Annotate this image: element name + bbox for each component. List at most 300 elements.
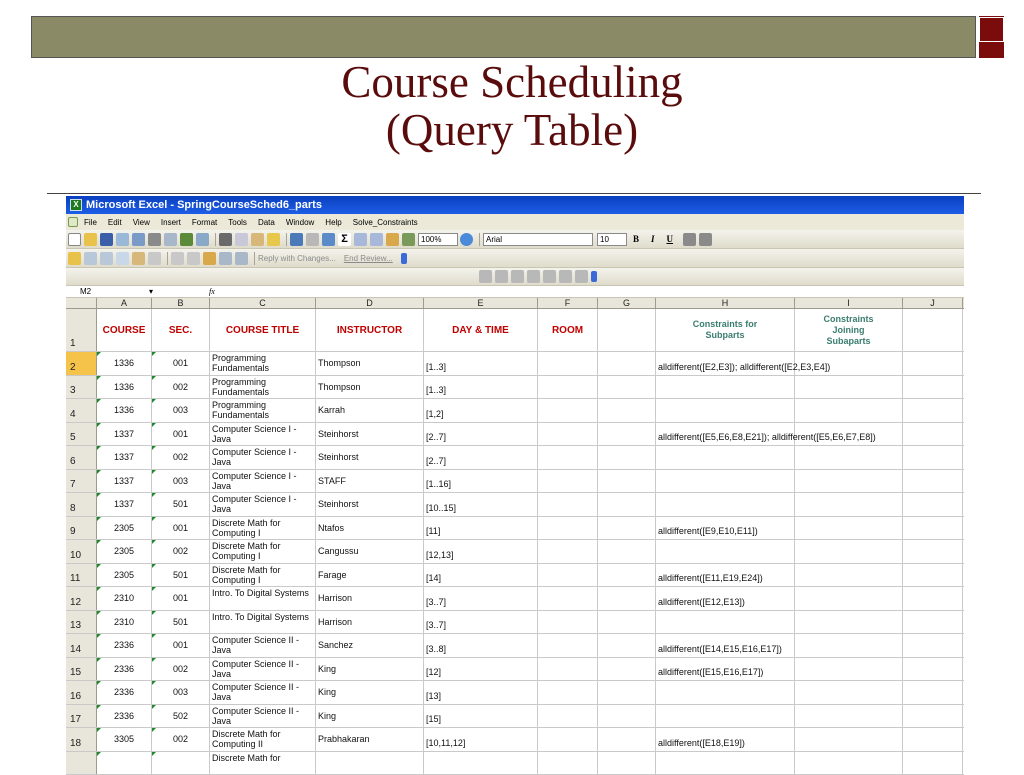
cell-g[interactable] bbox=[598, 517, 656, 540]
course-cell[interactable]: 2336 bbox=[97, 681, 152, 704]
table-row bbox=[66, 376, 964, 400]
row-header[interactable]: 10 bbox=[66, 540, 97, 563]
bold-button[interactable]: B bbox=[633, 234, 639, 244]
course-cell[interactable]: 1336 bbox=[97, 376, 152, 399]
row-header[interactable] bbox=[66, 752, 97, 775]
instructor-cell[interactable]: Steinhorst bbox=[316, 446, 424, 469]
day-time-cell[interactable]: [10,11,12] bbox=[424, 728, 538, 751]
cell-j[interactable] bbox=[903, 658, 963, 681]
open-icon[interactable] bbox=[84, 233, 97, 246]
menu-solve-constraints[interactable]: Solve_Constraints bbox=[353, 218, 418, 227]
section-cell[interactable]: 003 bbox=[152, 681, 210, 704]
row-header[interactable]: 14 bbox=[66, 634, 97, 657]
day-time-cell[interactable]: [2..7] bbox=[424, 446, 538, 469]
header-sec[interactable]: SEC. bbox=[152, 309, 210, 351]
menu-file[interactable]: File bbox=[84, 218, 97, 227]
autosum-icon[interactable]: Σ bbox=[338, 233, 351, 246]
course-cell[interactable]: 1336 bbox=[97, 352, 152, 375]
italic-button[interactable]: I bbox=[651, 234, 655, 244]
cell-j[interactable] bbox=[903, 540, 963, 563]
outdent-icon[interactable] bbox=[575, 270, 588, 283]
constraints-subparts-cell[interactable] bbox=[656, 540, 795, 563]
course-title-cell[interactable]: Discrete Math for Computing II bbox=[210, 728, 316, 751]
constraints-joining-cell[interactable] bbox=[795, 376, 903, 399]
toolbar-options-icon[interactable] bbox=[401, 253, 407, 264]
course-title-cell[interactable]: Discrete Math for Computing I bbox=[210, 540, 316, 563]
course-cell[interactable]: 2336 bbox=[97, 634, 152, 657]
constraints-joining-cell[interactable] bbox=[795, 470, 903, 493]
cell-j[interactable] bbox=[903, 352, 963, 375]
constraints-joining-cell[interactable] bbox=[795, 634, 903, 657]
constraints-subparts-cell[interactable] bbox=[656, 728, 795, 751]
wrap-icon[interactable] bbox=[511, 270, 524, 283]
course-title-cell[interactable]: Discrete Math for bbox=[210, 752, 316, 775]
cell-j[interactable] bbox=[903, 446, 963, 469]
course-title-cell[interactable]: Computer Science II - Java bbox=[210, 634, 316, 657]
constraints-joining-cell[interactable] bbox=[795, 705, 903, 728]
toolbar-options-icon[interactable] bbox=[591, 271, 597, 282]
instructor-cell[interactable]: Harrison bbox=[316, 587, 424, 610]
cell-j[interactable] bbox=[903, 564, 963, 587]
course-cell[interactable]: 1337 bbox=[97, 493, 152, 516]
room-cell[interactable] bbox=[538, 470, 598, 493]
course-cell[interactable]: 2305 bbox=[97, 564, 152, 587]
section-cell[interactable]: 002 bbox=[152, 728, 210, 751]
course-title-cell[interactable]: Computer Science I - Java bbox=[210, 423, 316, 446]
cell-g[interactable] bbox=[598, 376, 656, 399]
table-row bbox=[66, 658, 964, 682]
cell-j[interactable] bbox=[903, 611, 963, 634]
room-cell[interactable] bbox=[538, 399, 598, 422]
constraints-subparts-cell[interactable] bbox=[656, 681, 795, 704]
constraints-joining-cell[interactable] bbox=[795, 728, 903, 751]
cell-j[interactable] bbox=[903, 681, 963, 704]
redo-icon[interactable] bbox=[306, 233, 319, 246]
constraints-subparts-cell[interactable] bbox=[656, 446, 795, 469]
review-icon[interactable] bbox=[84, 252, 97, 265]
course-title-cell[interactable]: Programming Fundamentals bbox=[210, 399, 316, 422]
sort-ascending-icon[interactable] bbox=[354, 233, 367, 246]
table-row bbox=[66, 423, 964, 447]
course-title-cell[interactable]: Discrete Math for Computing I bbox=[210, 564, 316, 587]
room-cell[interactable] bbox=[538, 540, 598, 563]
font-size-select[interactable]: 10 bbox=[597, 233, 627, 246]
undo-icon[interactable] bbox=[290, 233, 303, 246]
header-course-title[interactable]: COURSE TITLE bbox=[210, 309, 316, 351]
day-time-cell[interactable]: [12] bbox=[424, 658, 538, 681]
instructor-cell[interactable]: Thompson bbox=[316, 376, 424, 399]
column-header-h[interactable]: H bbox=[656, 298, 795, 308]
constraints-joining-cell[interactable] bbox=[795, 752, 903, 775]
review-icon[interactable] bbox=[132, 252, 145, 265]
instructor-cell[interactable]: Prabhakaran bbox=[316, 728, 424, 751]
indent-icon[interactable] bbox=[559, 270, 572, 283]
cell-g[interactable] bbox=[598, 352, 656, 375]
header-course[interactable]: COURSE bbox=[97, 309, 152, 351]
instructor-cell[interactable]: Karrah bbox=[316, 399, 424, 422]
fx-icon[interactable]: fx bbox=[209, 287, 215, 296]
section-cell[interactable]: 002 bbox=[152, 658, 210, 681]
instructor-cell[interactable]: King bbox=[316, 705, 424, 728]
review-icon[interactable] bbox=[219, 252, 232, 265]
table-row bbox=[66, 752, 964, 775]
end-review-button[interactable]: End Review... bbox=[344, 254, 393, 263]
course-cell[interactable]: 1337 bbox=[97, 470, 152, 493]
research-icon[interactable] bbox=[196, 233, 209, 246]
constraints-subparts-cell[interactable] bbox=[656, 752, 795, 775]
day-time-cell[interactable]: [12,13] bbox=[424, 540, 538, 563]
constraints-subparts-cell[interactable] bbox=[656, 705, 795, 728]
instructor-cell[interactable]: Cangussu bbox=[316, 540, 424, 563]
constraints-subparts-cell[interactable] bbox=[656, 493, 795, 516]
room-cell[interactable] bbox=[538, 752, 598, 775]
course-title-cell[interactable]: Discrete Math for Computing I bbox=[210, 517, 316, 540]
day-time-cell[interactable]: [11] bbox=[424, 517, 538, 540]
section-cell[interactable]: 501 bbox=[152, 493, 210, 516]
constraints-joining-cell[interactable] bbox=[795, 611, 903, 634]
constraints-joining-cell[interactable] bbox=[795, 446, 903, 469]
cell-g[interactable] bbox=[598, 752, 656, 775]
day-time-cell[interactable]: [10..15] bbox=[424, 493, 538, 516]
cell-g[interactable] bbox=[598, 423, 656, 446]
column-header-d[interactable]: D bbox=[316, 298, 424, 308]
font-select[interactable]: Arial bbox=[483, 233, 593, 246]
section-cell[interactable]: 501 bbox=[152, 564, 210, 587]
section-cell[interactable]: 502 bbox=[152, 705, 210, 728]
cell-g[interactable] bbox=[598, 728, 656, 751]
room-cell[interactable] bbox=[538, 587, 598, 610]
save-icon[interactable] bbox=[100, 233, 113, 246]
day-time-cell[interactable]: [3..7] bbox=[424, 611, 538, 634]
slide-title bbox=[0, 58, 1024, 154]
review-icon[interactable] bbox=[100, 252, 113, 265]
room-cell[interactable] bbox=[538, 564, 598, 587]
cell-j[interactable] bbox=[903, 423, 963, 446]
constraints-subparts-cell[interactable] bbox=[656, 399, 795, 422]
room-cell[interactable] bbox=[538, 517, 598, 540]
column-header-b[interactable]: B bbox=[152, 298, 210, 308]
row-header[interactable]: 2 bbox=[66, 352, 97, 375]
constraints-subparts-cell[interactable] bbox=[656, 517, 795, 540]
constraints-joining-cell[interactable] bbox=[795, 540, 903, 563]
room-cell[interactable] bbox=[538, 634, 598, 657]
row-header[interactable]: 1 bbox=[66, 309, 97, 351]
instructor-cell[interactable]: STAFF bbox=[316, 470, 424, 493]
constraints-subparts-cell[interactable] bbox=[656, 376, 795, 399]
slide-title-line1: Course Scheduling bbox=[0, 58, 1024, 106]
course-title-cell[interactable]: Computer Science II - Java bbox=[210, 658, 316, 681]
course-cell[interactable]: 1336 bbox=[97, 399, 152, 422]
day-time-cell[interactable]: [1..16] bbox=[424, 470, 538, 493]
instructor-cell[interactable]: Harrison bbox=[316, 611, 424, 634]
day-time-cell[interactable]: [14] bbox=[424, 564, 538, 587]
cell-j[interactable] bbox=[903, 493, 963, 516]
table-row bbox=[66, 470, 964, 494]
cell-g1[interactable] bbox=[598, 309, 656, 351]
borders-icon[interactable] bbox=[479, 270, 492, 283]
cell-j[interactable] bbox=[903, 705, 963, 728]
section-cell[interactable]: 001 bbox=[152, 634, 210, 657]
review-icon[interactable] bbox=[148, 252, 161, 265]
menu-edit[interactable]: Edit bbox=[108, 218, 122, 227]
row-header[interactable]: 8 bbox=[66, 493, 97, 516]
cell-g[interactable] bbox=[598, 658, 656, 681]
instructor-cell[interactable]: Steinhorst bbox=[316, 493, 424, 516]
review-icon[interactable] bbox=[116, 252, 129, 265]
constraints-joining-cell[interactable] bbox=[795, 517, 903, 540]
header-day-time[interactable]: DAY & TIME bbox=[424, 309, 538, 351]
course-title-cell[interactable]: Programming Fundamentals bbox=[210, 352, 316, 375]
menu-window[interactable]: Window bbox=[286, 218, 314, 227]
row-header[interactable]: 6 bbox=[66, 446, 97, 469]
row-header[interactable]: 18 bbox=[66, 728, 97, 751]
instructor-cell[interactable]: King bbox=[316, 658, 424, 681]
row-header[interactable]: 12 bbox=[66, 587, 97, 610]
course-cell[interactable]: 2310 bbox=[97, 587, 152, 610]
formatting-toolbar-2 bbox=[66, 268, 964, 286]
review-icon[interactable] bbox=[171, 252, 184, 265]
instructor-cell[interactable]: Ntafos bbox=[316, 517, 424, 540]
course-cell[interactable]: 2310 bbox=[97, 611, 152, 634]
instructor-cell[interactable]: King bbox=[316, 681, 424, 704]
day-time-cell[interactable]: [1..3] bbox=[424, 352, 538, 375]
constraints-joining-cell[interactable] bbox=[795, 681, 903, 704]
day-time-cell[interactable]: [3..7] bbox=[424, 587, 538, 610]
instructor-cell[interactable]: Farage bbox=[316, 564, 424, 587]
menu-insert[interactable]: Insert bbox=[161, 218, 181, 227]
cell-g[interactable] bbox=[598, 540, 656, 563]
course-cell[interactable]: 2305 bbox=[97, 540, 152, 563]
instructor-cell[interactable]: Thompson bbox=[316, 352, 424, 375]
row-header[interactable]: 13 bbox=[66, 611, 97, 634]
course-cell[interactable]: 1337 bbox=[97, 423, 152, 446]
drawing-icon[interactable] bbox=[402, 233, 415, 246]
toolbar-separator bbox=[167, 252, 168, 265]
merge-icon[interactable] bbox=[495, 270, 508, 283]
cell-j[interactable] bbox=[903, 399, 963, 422]
column-header-g[interactable]: G bbox=[598, 298, 656, 308]
cell-g[interactable] bbox=[598, 587, 656, 610]
constraints-joining-cell[interactable] bbox=[795, 587, 903, 610]
email-icon[interactable] bbox=[132, 233, 145, 246]
course-title-cell[interactable]: Computer Science II - Java bbox=[210, 705, 316, 728]
copy-icon[interactable] bbox=[235, 233, 248, 246]
constraints-subparts-cell[interactable] bbox=[656, 470, 795, 493]
constraint-text: alldifferent([E2,E3]); alldifferent([E2,E3,E4]) bbox=[658, 362, 830, 372]
constraints-joining-cell[interactable] bbox=[795, 564, 903, 587]
constraint-text: alldifferent([E12,E13]) bbox=[658, 597, 745, 607]
constraints-subparts-cell[interactable] bbox=[656, 352, 795, 375]
course-cell[interactable]: 3305 bbox=[97, 728, 152, 751]
course-cell[interactable]: 2305 bbox=[97, 517, 152, 540]
table-row bbox=[66, 446, 964, 470]
paste-icon[interactable] bbox=[251, 233, 264, 246]
day-time-cell[interactable]: [1..3] bbox=[424, 376, 538, 399]
new-icon[interactable] bbox=[68, 233, 81, 246]
room-cell[interactable] bbox=[538, 681, 598, 704]
format-painter-icon[interactable] bbox=[267, 233, 280, 246]
course-title-cell[interactable]: Intro. To Digital Systems bbox=[210, 611, 316, 634]
section-cell[interactable]: 501 bbox=[152, 611, 210, 634]
course-cell[interactable]: 1337 bbox=[97, 446, 152, 469]
select-all-corner[interactable] bbox=[66, 298, 97, 308]
room-cell[interactable] bbox=[538, 376, 598, 399]
section-cell[interactable]: 003 bbox=[152, 470, 210, 493]
menu-view[interactable]: View bbox=[133, 218, 150, 227]
day-time-cell[interactable]: [1,2] bbox=[424, 399, 538, 422]
header-constraints-subparts[interactable]: Constraints for Subparts bbox=[656, 309, 795, 351]
day-time-cell[interactable]: [15] bbox=[424, 705, 538, 728]
constraints-subparts-cell[interactable] bbox=[656, 634, 795, 657]
header-instructor[interactable]: INSTRUCTOR bbox=[316, 309, 424, 351]
instructor-cell[interactable]: Steinhorst bbox=[316, 423, 424, 446]
constraints-subparts-cell[interactable] bbox=[656, 423, 795, 446]
menu-tools[interactable]: Tools bbox=[228, 218, 247, 227]
day-time-cell[interactable] bbox=[424, 752, 538, 775]
print-preview-icon[interactable] bbox=[164, 233, 177, 246]
cell-j[interactable] bbox=[903, 376, 963, 399]
column-header-a[interactable]: A bbox=[97, 298, 152, 308]
excel-window bbox=[66, 196, 964, 756]
section-cell[interactable]: 002 bbox=[152, 446, 210, 469]
menu-help[interactable]: Help bbox=[325, 218, 341, 227]
day-time-cell[interactable]: [2..7] bbox=[424, 423, 538, 446]
reply-with-changes-button[interactable]: Reply with Changes... bbox=[258, 254, 336, 263]
row-header[interactable]: 9 bbox=[66, 517, 97, 540]
room-cell[interactable] bbox=[538, 446, 598, 469]
column-header-f[interactable]: F bbox=[538, 298, 598, 308]
course-cell[interactable]: 2336 bbox=[97, 705, 152, 728]
section-cell[interactable]: 002 bbox=[152, 540, 210, 563]
cell-j1[interactable] bbox=[903, 309, 963, 351]
day-time-cell[interactable]: [13] bbox=[424, 681, 538, 704]
room-cell[interactable] bbox=[538, 352, 598, 375]
header-constraints-joining[interactable]: Constraints Joining Subaparts bbox=[795, 309, 903, 351]
course-title-cell[interactable]: Computer Science I - Java bbox=[210, 493, 316, 516]
review-icon[interactable] bbox=[203, 252, 216, 265]
zoom-select[interactable]: 100% bbox=[418, 233, 458, 246]
section-cell[interactable]: 003 bbox=[152, 399, 210, 422]
instructor-cell[interactable]: Sanchez bbox=[316, 634, 424, 657]
section-cell[interactable] bbox=[152, 752, 210, 775]
day-time-cell[interactable]: [3..8] bbox=[424, 634, 538, 657]
row-header[interactable]: 17 bbox=[66, 705, 97, 728]
print-icon[interactable] bbox=[148, 233, 161, 246]
menu-data[interactable]: Data bbox=[258, 218, 275, 227]
help-icon[interactable] bbox=[460, 233, 473, 246]
constraints-subparts-cell[interactable] bbox=[656, 658, 795, 681]
cell-j[interactable] bbox=[903, 728, 963, 751]
column-header-j[interactable]: J bbox=[903, 298, 963, 308]
cell-j[interactable] bbox=[903, 587, 963, 610]
course-cell[interactable] bbox=[97, 752, 152, 775]
course-title-cell[interactable]: Computer Science II - Java bbox=[210, 681, 316, 704]
align-center-icon[interactable] bbox=[699, 233, 712, 246]
row-header[interactable]: 4 bbox=[66, 399, 97, 422]
document-icon[interactable] bbox=[68, 217, 78, 227]
table-row bbox=[66, 611, 964, 635]
row-header[interactable]: 16 bbox=[66, 681, 97, 704]
constraint-text: alldifferent([E11,E19,E24]) bbox=[658, 573, 763, 583]
cell-g[interactable] bbox=[598, 611, 656, 634]
course-title-cell[interactable]: Computer Science I - Java bbox=[210, 470, 316, 493]
permission-icon[interactable] bbox=[116, 233, 129, 246]
cut-icon[interactable] bbox=[219, 233, 232, 246]
folder-icon[interactable] bbox=[68, 252, 81, 265]
cell-g[interactable] bbox=[598, 493, 656, 516]
section-cell[interactable]: 001 bbox=[152, 587, 210, 610]
course-cell[interactable]: 2336 bbox=[97, 658, 152, 681]
room-cell[interactable] bbox=[538, 493, 598, 516]
section-cell[interactable]: 001 bbox=[152, 517, 210, 540]
column-header-i[interactable]: I bbox=[795, 298, 903, 308]
constraints-joining-cell[interactable] bbox=[795, 399, 903, 422]
chart-wizard-icon[interactable] bbox=[386, 233, 399, 246]
underline-button[interactable]: U bbox=[667, 234, 674, 244]
course-title-cell[interactable]: Intro. To Digital Systems bbox=[210, 587, 316, 610]
menu-format[interactable]: Format bbox=[192, 218, 217, 227]
align-left-icon[interactable] bbox=[683, 233, 696, 246]
room-cell[interactable] bbox=[538, 611, 598, 634]
sort-descending-icon[interactable] bbox=[370, 233, 383, 246]
chevron-down-icon[interactable]: ▾ bbox=[149, 287, 153, 296]
cell-g[interactable] bbox=[598, 705, 656, 728]
row-header[interactable]: 3 bbox=[66, 376, 97, 399]
instructor-cell[interactable] bbox=[316, 752, 424, 775]
review-icon[interactable] bbox=[235, 252, 248, 265]
bullets-icon[interactable] bbox=[543, 270, 556, 283]
room-cell[interactable] bbox=[538, 423, 598, 446]
cell-g[interactable] bbox=[598, 446, 656, 469]
name-box[interactable]: M2 bbox=[66, 287, 149, 296]
cell-j[interactable] bbox=[903, 470, 963, 493]
cell-j[interactable] bbox=[903, 517, 963, 540]
cell-j[interactable] bbox=[903, 752, 963, 775]
header-room[interactable]: ROOM bbox=[538, 309, 598, 351]
column-header-e[interactable]: E bbox=[424, 298, 538, 308]
row-header[interactable]: 11 bbox=[66, 564, 97, 587]
table-row bbox=[66, 399, 964, 423]
constraints-joining-cell[interactable] bbox=[795, 493, 903, 516]
cell-g[interactable] bbox=[598, 470, 656, 493]
constraints-joining-cell[interactable] bbox=[795, 658, 903, 681]
constraints-subparts-cell[interactable] bbox=[656, 564, 795, 587]
cell-g[interactable] bbox=[598, 564, 656, 587]
numbering-icon[interactable] bbox=[527, 270, 540, 283]
course-title-cell[interactable]: Computer Science I - Java bbox=[210, 446, 316, 469]
cell-j[interactable] bbox=[903, 634, 963, 657]
hyperlink-icon[interactable] bbox=[322, 233, 335, 246]
constraints-subparts-cell[interactable] bbox=[656, 611, 795, 634]
column-header-c[interactable]: C bbox=[210, 298, 316, 308]
course-title-cell[interactable]: Programming Fundamentals bbox=[210, 376, 316, 399]
cell-g[interactable] bbox=[598, 681, 656, 704]
room-cell[interactable] bbox=[538, 728, 598, 751]
section-cell[interactable]: 001 bbox=[152, 352, 210, 375]
row-header[interactable]: 7 bbox=[66, 470, 97, 493]
row-header[interactable]: 15 bbox=[66, 658, 97, 681]
review-icon[interactable] bbox=[187, 252, 200, 265]
room-cell[interactable] bbox=[538, 658, 598, 681]
row-header[interactable]: 5 bbox=[66, 423, 97, 446]
room-cell[interactable] bbox=[538, 705, 598, 728]
cell-g[interactable] bbox=[598, 399, 656, 422]
constraints-subparts-cell[interactable] bbox=[656, 587, 795, 610]
section-cell[interactable]: 002 bbox=[152, 376, 210, 399]
section-cell[interactable]: 001 bbox=[152, 423, 210, 446]
cell-g[interactable] bbox=[598, 634, 656, 657]
spelling-icon[interactable] bbox=[180, 233, 193, 246]
